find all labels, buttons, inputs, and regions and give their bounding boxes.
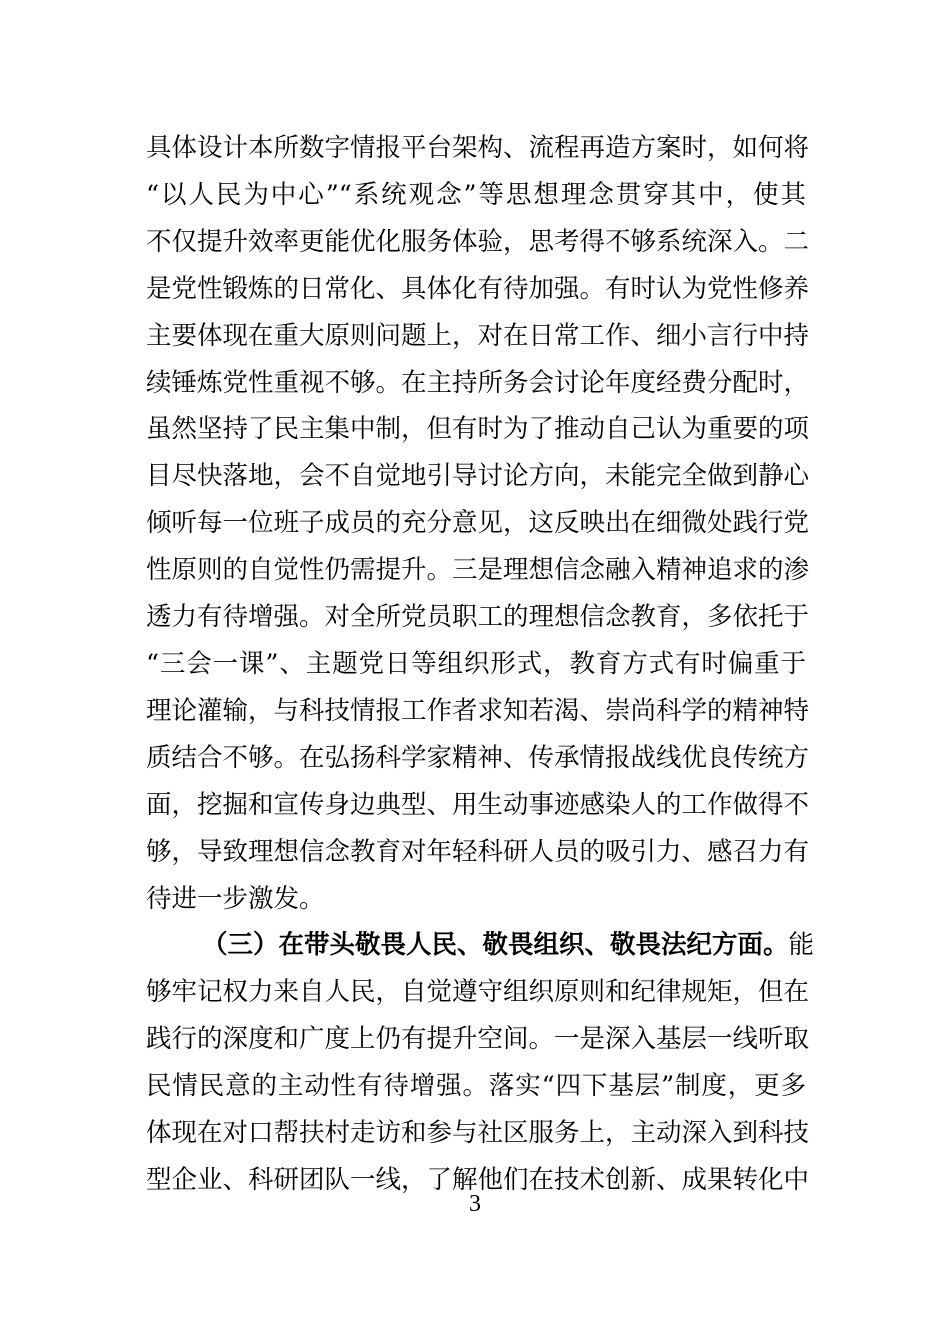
body-line: 性原则的自觉性仍需提升。三是理想信念融入精神追求的渗 xyxy=(146,555,810,586)
body-line: 够牢记权力来自人民，自觉遵守组织原则和纪律规矩，但在 xyxy=(146,977,810,1008)
section-heading: （三）在带头敬畏人民、敬畏组织、敬畏法纪方面。 xyxy=(202,930,789,961)
body-line: 主要体现在重大原则问题上，对在日常工作、细小言行中持 xyxy=(146,320,810,351)
body-line: “以人民为中心”“系统观念”等思想理念贯穿其中，使其 xyxy=(146,179,806,210)
body-line: 透力有待增强。对全所党员职工的理想信念教育，多依托于 xyxy=(146,602,810,633)
body-line: 续锤炼党性重视不够。在主持所务会讨论年度经费分配时， xyxy=(146,367,810,398)
body-line: 理论灌输，与科技情报工作者求知若渴、崇尚科学的精神特 xyxy=(146,695,810,726)
body-line: 型企业、科研团队一线，了解他们在技术创新、成果转化中 xyxy=(146,1165,810,1195)
body-line: 够，导致理想信念教育对年轻科研人员的吸引力、感召力有 xyxy=(146,836,810,867)
body-line: 体现在对口帮扶村走访和参与社区服务上，主动深入到科技 xyxy=(146,1118,810,1149)
body-line: 具体设计本所数字情报平台架构、流程再造方案时，如何将 xyxy=(146,133,810,163)
body-line: 目尽快落地，会不自觉地引导讨论方向，未能完全做到静心 xyxy=(146,461,810,492)
body-line: 倾听每一位班子成员的充分意见，这反映出在细微处践行党 xyxy=(146,508,810,539)
section-heading-tail: 能 xyxy=(788,930,815,961)
body-line: 面，挖掘和宣传身边典型、用生动事迹感染人的工作做得不 xyxy=(146,789,810,820)
body-line: 践行的深度和广度上仍有提升空间。一是深入基层一线听取 xyxy=(146,1024,810,1055)
section-heading-line xyxy=(202,925,815,965)
page-number: 3 xyxy=(469,1191,481,1217)
body-line: 质结合不够。在弘扬科学家精神、传承情报战线优良传统方 xyxy=(146,742,810,773)
body-line: 民情民意的主动性有待增强。落实“四下基层”制度，更多 xyxy=(146,1071,806,1102)
body-line: “三会一课”、主题党日等组织形式，教育方式有时偏重于 xyxy=(146,649,806,679)
body-line: 待进一步激发。 xyxy=(146,883,325,914)
body-line: 是党性锻炼的日常化、具体化有待加强。有时认为党性修养 xyxy=(146,273,810,304)
body-line: 虽然坚持了民主集中制，但有时为了推动自己认为重要的项 xyxy=(146,414,810,445)
body-line: 不仅提升效率更能优化服务体验，思考得不够系统深入。二 xyxy=(146,226,810,257)
